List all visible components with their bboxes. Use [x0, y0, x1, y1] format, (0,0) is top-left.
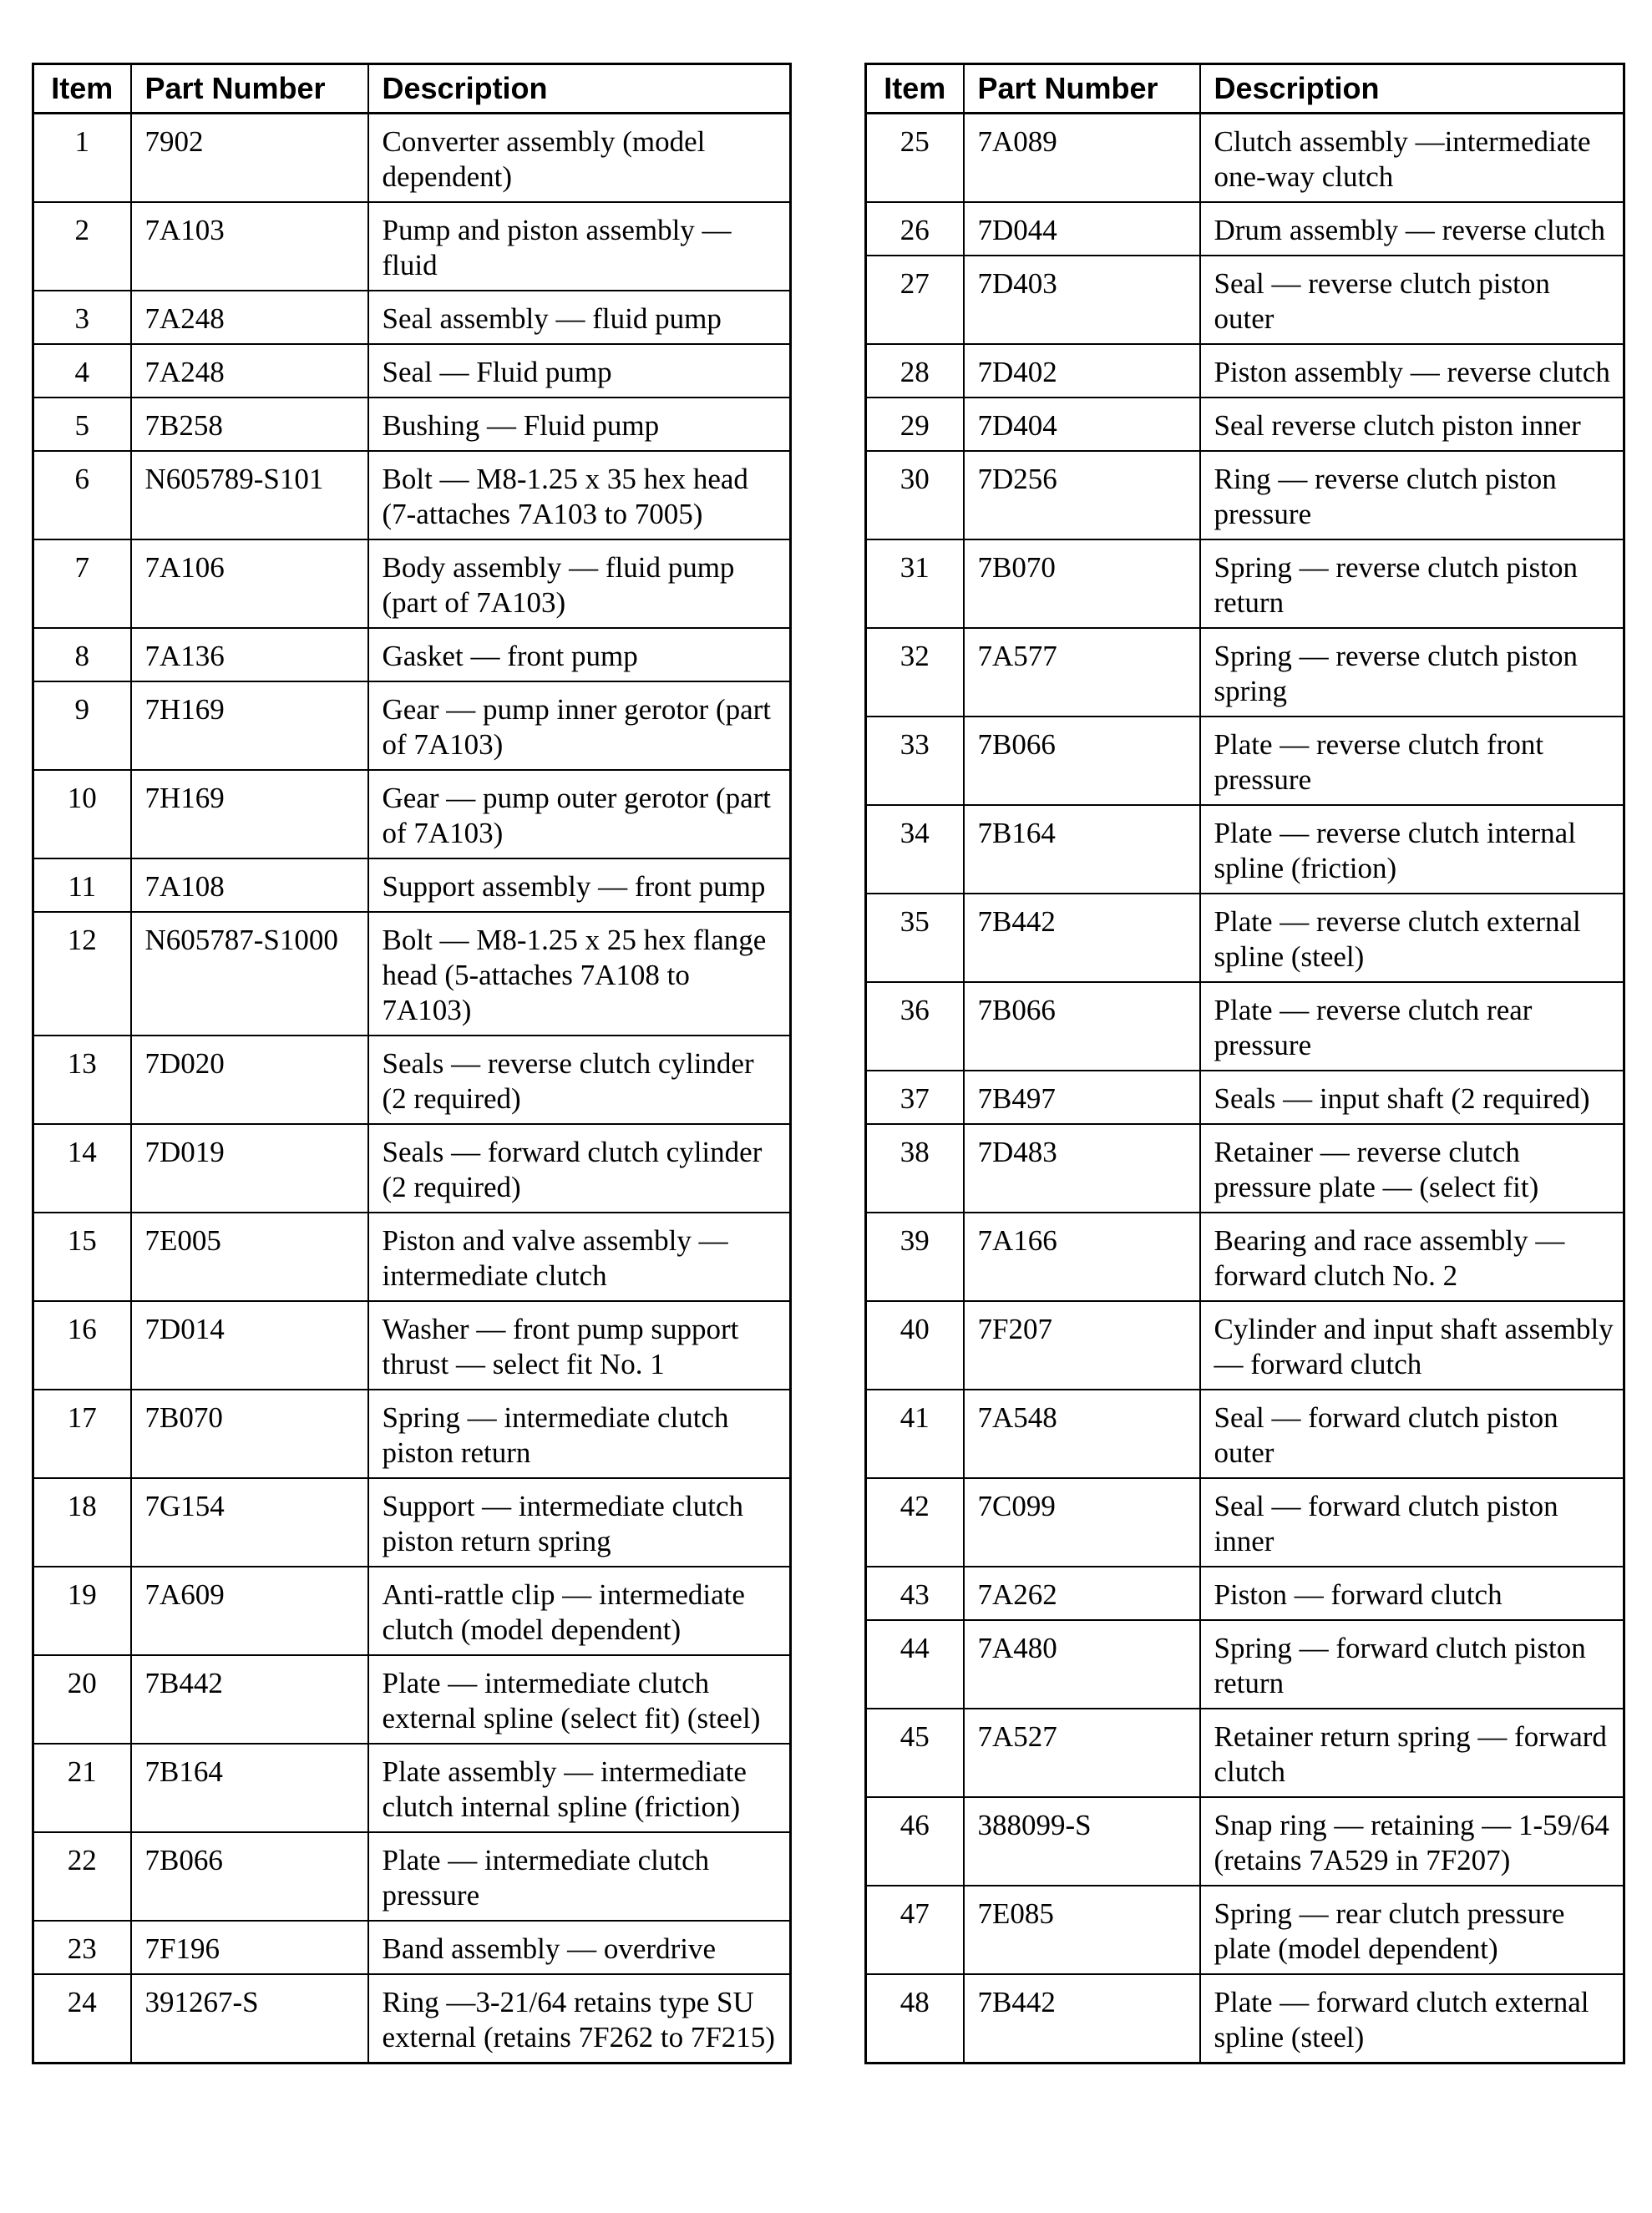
description-cell: Plate — forward clutch external spline (steel): [1200, 1974, 1624, 2064]
part-number-cell: 388099-S: [964, 1797, 1200, 1886]
description-cell: Seal reverse clutch piston inner: [1200, 398, 1624, 451]
table-row: [33, 1744, 791, 1832]
header-part-number: Part Number: [964, 64, 1200, 114]
table-row: [866, 1797, 1624, 1886]
description-cell: Gasket — front pump: [368, 628, 791, 681]
table-row: [866, 1071, 1624, 1124]
description-cell: Bolt — M8-1.25 x 35 hex head (7-attaches 7A103 to 7005): [368, 451, 791, 539]
table-row: [866, 1886, 1624, 1974]
part-number-cell: 7E005: [131, 1213, 368, 1301]
part-number-cell: 7A262: [964, 1567, 1200, 1620]
part-number-cell: 7B164: [964, 805, 1200, 894]
item-cell: 15: [33, 1213, 131, 1301]
table-row: [33, 344, 791, 398]
table-row: [33, 202, 791, 291]
description-cell: Ring — reverse clutch piston pressure: [1200, 451, 1624, 539]
table-row: [866, 114, 1624, 203]
table-row: [33, 1655, 791, 1744]
item-cell: 36: [866, 982, 964, 1071]
part-number-cell: 7D044: [964, 202, 1200, 256]
item-cell: 44: [866, 1620, 964, 1709]
part-number-cell: 7D019: [131, 1124, 368, 1213]
part-number-cell: 7F207: [964, 1301, 1200, 1390]
item-cell: 5: [33, 398, 131, 451]
description-cell: Seals — reverse clutch cylinder (2 required): [368, 1036, 791, 1124]
item-cell: 23: [33, 1921, 131, 1974]
part-number-cell: 7H169: [131, 681, 368, 770]
item-cell: 42: [866, 1478, 964, 1567]
table-row: [866, 717, 1624, 805]
part-number-cell: 7B442: [964, 894, 1200, 982]
part-number-cell: 7A480: [964, 1620, 1200, 1709]
header-row: [33, 64, 791, 114]
table-row: [866, 1478, 1624, 1567]
description-cell: Gear — pump inner gerotor (part of 7A103): [368, 681, 791, 770]
part-number-cell: 7A136: [131, 628, 368, 681]
description-cell: Retainer return spring — forward clutch: [1200, 1709, 1624, 1797]
part-number-cell: 7E085: [964, 1886, 1200, 1974]
part-number-cell: 7A548: [964, 1390, 1200, 1478]
description-cell: Seal — Fluid pump: [368, 344, 791, 398]
table-row: [866, 1390, 1624, 1478]
description-cell: Piston assembly — reverse clutch: [1200, 344, 1624, 398]
table-row: [33, 398, 791, 451]
description-cell: Washer — front pump support thrust — select fit No. 1: [368, 1301, 791, 1390]
part-number-cell: 7B258: [131, 398, 368, 451]
item-cell: 13: [33, 1036, 131, 1124]
item-cell: 28: [866, 344, 964, 398]
table-row: [33, 291, 791, 344]
item-cell: 27: [866, 256, 964, 344]
description-cell: Drum assembly — reverse clutch: [1200, 202, 1624, 256]
item-cell: 35: [866, 894, 964, 982]
table-row: [33, 1124, 791, 1213]
table-row: [866, 894, 1624, 982]
item-cell: 45: [866, 1709, 964, 1797]
description-cell: Piston — forward clutch: [1200, 1567, 1624, 1620]
description-cell: Spring — reverse clutch piston return: [1200, 539, 1624, 628]
part-number-cell: 7D402: [964, 344, 1200, 398]
description-cell: Plate — intermediate clutch external spline (select fit) (steel): [368, 1655, 791, 1744]
part-number-cell: 7B164: [131, 1744, 368, 1832]
description-cell: Body assembly — fluid pump (part of 7A103): [368, 539, 791, 628]
table-row: [33, 770, 791, 858]
table-row: [866, 344, 1624, 398]
part-number-cell: 7A166: [964, 1213, 1200, 1301]
part-number-cell: N605787-S1000: [131, 912, 368, 1036]
table-row: [866, 982, 1624, 1071]
description-cell: Converter assembly (model dependent): [368, 114, 791, 203]
description-cell: Spring — forward clutch piston return: [1200, 1620, 1624, 1709]
description-cell: Anti-rattle clip — intermediate clutch (model dependent): [368, 1567, 791, 1655]
part-number-cell: 7B070: [964, 539, 1200, 628]
table-row: [33, 451, 791, 539]
item-cell: 7: [33, 539, 131, 628]
header-item: Item: [33, 64, 131, 114]
part-number-cell: 7D483: [964, 1124, 1200, 1213]
part-number-cell: 7A103: [131, 202, 368, 291]
table-row: [866, 1709, 1624, 1797]
description-cell: Retainer — reverse clutch pressure plate — (select fit): [1200, 1124, 1624, 1213]
item-cell: 12: [33, 912, 131, 1036]
description-cell: Plate — reverse clutch external spline (steel): [1200, 894, 1624, 982]
table-row: [866, 1124, 1624, 1213]
part-number-cell: 7D404: [964, 398, 1200, 451]
description-cell: Seal assembly — fluid pump: [368, 291, 791, 344]
description-cell: Snap ring — retaining — 1-59/64 (retains 7A529 in 7F207): [1200, 1797, 1624, 1886]
part-number-cell: N605789-S101: [131, 451, 368, 539]
item-cell: 46: [866, 1797, 964, 1886]
table-row: [866, 1620, 1624, 1709]
description-cell: Gear — pump outer gerotor (part of 7A103): [368, 770, 791, 858]
item-cell: 2: [33, 202, 131, 291]
part-number-cell: 7A106: [131, 539, 368, 628]
description-cell: Spring — rear clutch pressure plate (model dependent): [1200, 1886, 1624, 1974]
item-cell: 40: [866, 1301, 964, 1390]
part-number-cell: 7B070: [131, 1390, 368, 1478]
part-number-cell: 7F196: [131, 1921, 368, 1974]
description-cell: Support assembly — front pump: [368, 858, 791, 912]
item-cell: 4: [33, 344, 131, 398]
description-cell: Spring — intermediate clutch piston return: [368, 1390, 791, 1478]
item-cell: 19: [33, 1567, 131, 1655]
item-cell: 26: [866, 202, 964, 256]
description-cell: Plate — reverse clutch internal spline (friction): [1200, 805, 1624, 894]
part-number-cell: 7A108: [131, 858, 368, 912]
part-number-cell: 7B442: [964, 1974, 1200, 2064]
item-cell: 16: [33, 1301, 131, 1390]
table-row: [33, 1036, 791, 1124]
table-row: [33, 681, 791, 770]
header-part-number: Part Number: [131, 64, 368, 114]
item-cell: 20: [33, 1655, 131, 1744]
header-description: Description: [368, 64, 791, 114]
item-cell: 17: [33, 1390, 131, 1478]
item-cell: 6: [33, 451, 131, 539]
part-number-cell: 7H169: [131, 770, 368, 858]
item-cell: 30: [866, 451, 964, 539]
table-row: [866, 1301, 1624, 1390]
table-row: [33, 858, 791, 912]
part-number-cell: 7A089: [964, 114, 1200, 203]
part-number-cell: 7A577: [964, 628, 1200, 717]
table-row: [866, 628, 1624, 717]
part-number-cell: 7B442: [131, 1655, 368, 1744]
table-row: [866, 202, 1624, 256]
table-row: [866, 1974, 1624, 2064]
item-cell: 9: [33, 681, 131, 770]
table-row: [866, 1567, 1624, 1620]
item-cell: 1: [33, 114, 131, 203]
item-cell: 10: [33, 770, 131, 858]
table-row: [33, 1832, 791, 1921]
description-cell: Plate — reverse clutch front pressure: [1200, 717, 1624, 805]
table-row: [33, 114, 791, 203]
item-cell: 39: [866, 1213, 964, 1301]
table-row: [33, 1213, 791, 1301]
table-row: [33, 539, 791, 628]
item-cell: 25: [866, 114, 964, 203]
parts-table-right: [864, 63, 1625, 2064]
item-cell: 21: [33, 1744, 131, 1832]
parts-table-right-body: [866, 114, 1624, 2064]
part-number-cell: 7D020: [131, 1036, 368, 1124]
description-cell: Piston and valve assembly — intermediate clutch: [368, 1213, 791, 1301]
part-number-cell: 7D403: [964, 256, 1200, 344]
description-cell: Ring —3-21/64 retains type SU external (retains 7F262 to 7F215): [368, 1974, 791, 2064]
item-cell: 11: [33, 858, 131, 912]
description-cell: Seal — forward clutch piston outer: [1200, 1390, 1624, 1478]
table-row: [33, 1390, 791, 1478]
description-cell: Band assembly — overdrive: [368, 1921, 791, 1974]
part-number-cell: 7G154: [131, 1478, 368, 1567]
table-row: [866, 1213, 1624, 1301]
table-row: [33, 1567, 791, 1655]
part-number-cell: 7A527: [964, 1709, 1200, 1797]
table-row: [33, 1974, 791, 2064]
item-cell: 24: [33, 1974, 131, 2064]
table-row: [866, 256, 1624, 344]
item-cell: 34: [866, 805, 964, 894]
item-cell: 47: [866, 1886, 964, 1974]
part-number-cell: 7902: [131, 114, 368, 203]
part-number-cell: 7D256: [964, 451, 1200, 539]
part-number-cell: 7B066: [131, 1832, 368, 1921]
part-number-cell: 7A609: [131, 1567, 368, 1655]
header-row: [866, 64, 1624, 114]
item-cell: 48: [866, 1974, 964, 2064]
table-row: [866, 805, 1624, 894]
description-cell: Plate assembly — intermediate clutch internal spline (friction): [368, 1744, 791, 1832]
table-row: [866, 398, 1624, 451]
part-number-cell: 391267-S: [131, 1974, 368, 2064]
part-number-cell: 7B497: [964, 1071, 1200, 1124]
table-row: [33, 1921, 791, 1974]
description-cell: Seal — reverse clutch piston outer: [1200, 256, 1624, 344]
part-number-cell: 7D014: [131, 1301, 368, 1390]
table-row: [33, 1478, 791, 1567]
table-row: [33, 628, 791, 681]
table-row: [33, 912, 791, 1036]
description-cell: Bearing and race assembly — forward clutch No. 2: [1200, 1213, 1624, 1301]
item-cell: 33: [866, 717, 964, 805]
description-cell: Spring — reverse clutch piston spring: [1200, 628, 1624, 717]
part-number-cell: 7B066: [964, 717, 1200, 805]
description-cell: Support — intermediate clutch piston return spring: [368, 1478, 791, 1567]
item-cell: 38: [866, 1124, 964, 1213]
item-cell: 18: [33, 1478, 131, 1567]
parts-table-left-body: [33, 114, 791, 2064]
item-cell: 43: [866, 1567, 964, 1620]
description-cell: Cylinder and input shaft assembly — forward clutch: [1200, 1301, 1624, 1390]
description-cell: Plate — intermediate clutch pressure: [368, 1832, 791, 1921]
header-item: Item: [866, 64, 964, 114]
parts-table-left: [32, 63, 792, 2064]
description-cell: Seal — forward clutch piston inner: [1200, 1478, 1624, 1567]
item-cell: 3: [33, 291, 131, 344]
part-number-cell: 7A248: [131, 291, 368, 344]
description-cell: Clutch assembly —intermediate one-way clutch: [1200, 114, 1624, 203]
item-cell: 41: [866, 1390, 964, 1478]
description-cell: Bolt — M8-1.25 x 25 hex flange head (5-attaches 7A108 to 7A103): [368, 912, 791, 1036]
description-cell: Pump and piston assembly — fluid: [368, 202, 791, 291]
table-row: [866, 451, 1624, 539]
description-cell: Seals — input shaft (2 required): [1200, 1071, 1624, 1124]
description-cell: Seals — forward clutch cylinder (2 required): [368, 1124, 791, 1213]
item-cell: 29: [866, 398, 964, 451]
header-description: Description: [1200, 64, 1624, 114]
part-number-cell: 7B066: [964, 982, 1200, 1071]
part-number-cell: 7C099: [964, 1478, 1200, 1567]
item-cell: 37: [866, 1071, 964, 1124]
item-cell: 22: [33, 1832, 131, 1921]
table-row: [33, 1301, 791, 1390]
item-cell: 14: [33, 1124, 131, 1213]
item-cell: 32: [866, 628, 964, 717]
item-cell: 8: [33, 628, 131, 681]
item-cell: 31: [866, 539, 964, 628]
table-row: [866, 539, 1624, 628]
part-number-cell: 7A248: [131, 344, 368, 398]
description-cell: Plate — reverse clutch rear pressure: [1200, 982, 1624, 1071]
description-cell: Bushing — Fluid pump: [368, 398, 791, 451]
